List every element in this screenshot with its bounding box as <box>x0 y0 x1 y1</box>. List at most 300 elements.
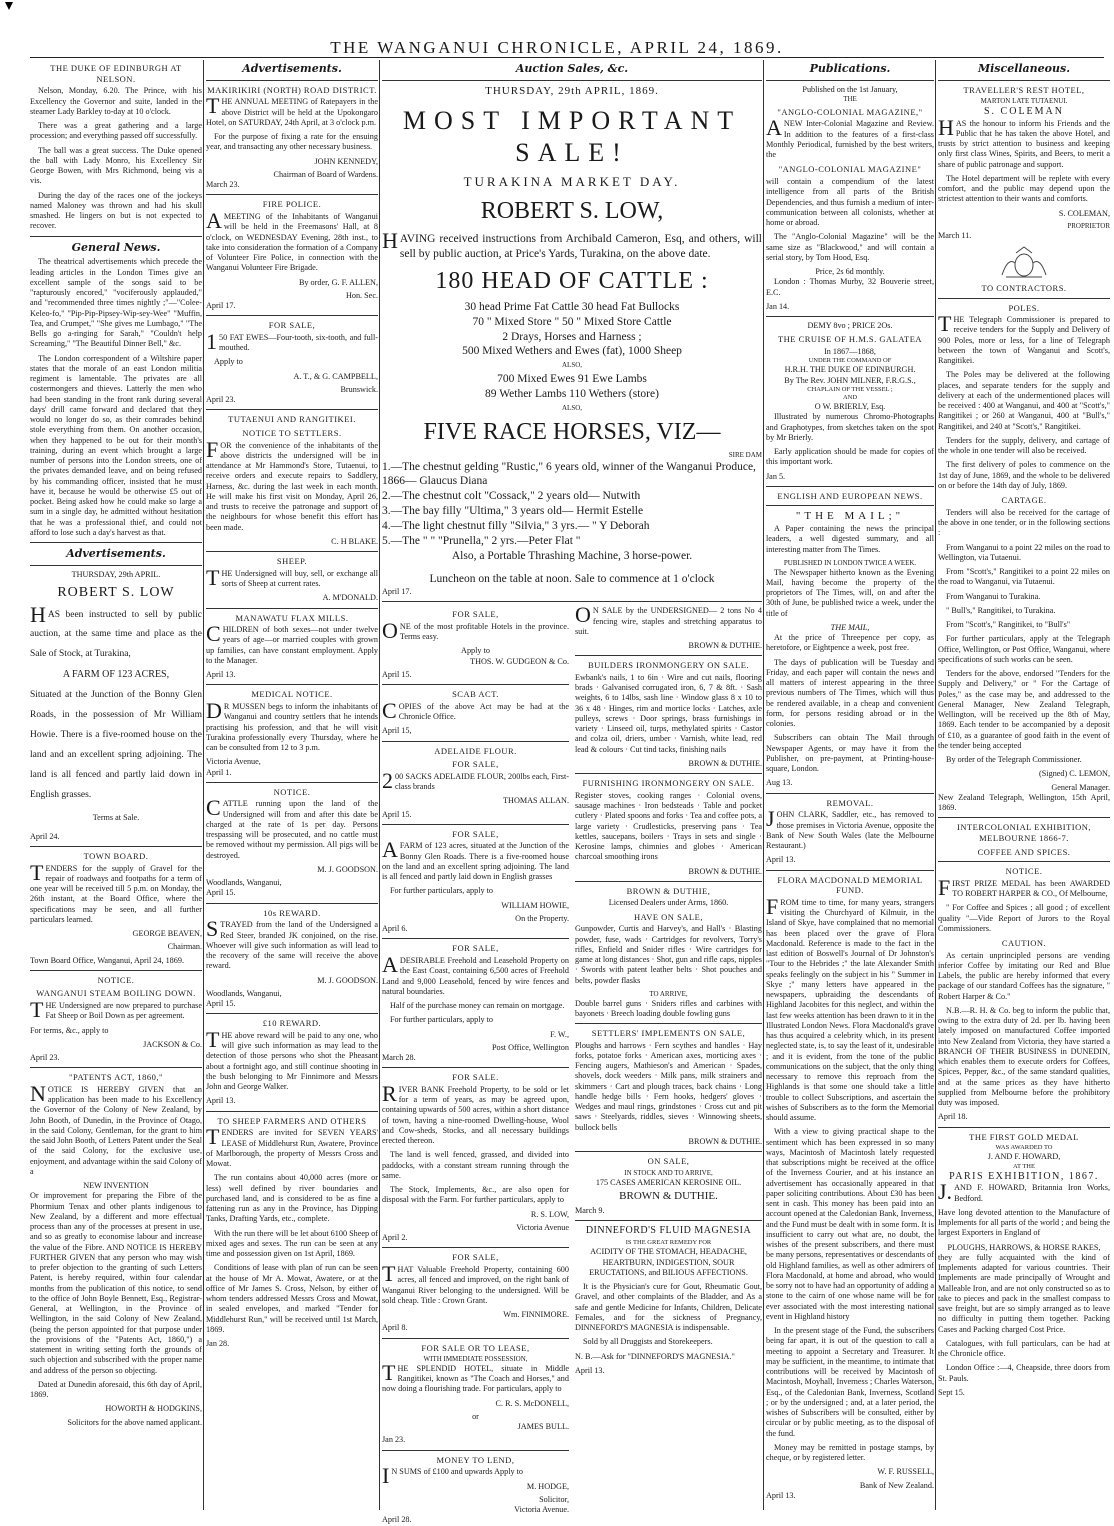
section-heading: Publications. <box>809 62 891 75</box>
sub-column-right <box>575 602 762 1525</box>
ad-heading: FOR SALE. <box>452 1072 499 1083</box>
signature: A. T., & G. CAMPBELL, <box>293 371 378 381</box>
ad-text: " Bull's," Rangitikei, to Turakina. <box>946 605 1056 615</box>
ad-heading: FOR SALE, <box>268 320 316 331</box>
signature: GEORGE BEAVEN, <box>132 929 202 939</box>
sire-dam-label: SIRE DAM <box>728 450 762 459</box>
horse-entry: 4.—The light chestnut filly "Silvia," 3 yrs.— " Y Deborah <box>382 520 650 533</box>
ad-place: Victoria Avenue, <box>206 757 261 767</box>
divider <box>30 970 202 971</box>
column-2 <box>206 60 378 1510</box>
ad-text: NOTICE IS HEREBY GIVEN that an application has been made to his Excellency the Governor of the Colony of New Zealand, by John Booth, of Dunedin, in the Province of Otago, in the said Colony, Gentleman, for the grant to him the said John Booth, of Letters Patent under the Seal of the said Colony, for the exclusive use, enjoyment, and advantage within the said Colony of a <box>30 1080 202 1176</box>
divider <box>206 782 378 783</box>
divider <box>206 608 378 609</box>
ad-heading: FOR SALE, <box>452 943 499 954</box>
ad-text: THE Telegraph Commissioner is prepared to receive tenders for the Supply and Delivery of 900 Poles, more or less, for a line of Telegraph between the town of Wanganui and Scott's, Rangitikei. <box>938 311 1110 366</box>
ad-text: Catalogues, with full particulars, can be had at the Chronicle office. <box>938 1338 1110 1358</box>
auctioneer-name: ROBERT S. LOW, <box>480 197 664 224</box>
divider <box>766 793 934 794</box>
divider <box>575 881 762 882</box>
ad-subheading: POLES. <box>1008 302 1040 313</box>
signature: THOS. W. GUDGEON & Co. <box>470 656 569 666</box>
ad-text: Early application should be made for copies of this important work. <box>766 447 934 467</box>
signature-title: Brunswick. <box>340 384 378 394</box>
ad-text: Illustrated by numerous Chromo-Photographs and Graphotypes, from sketches taken on the spot by Mr Brierly. <box>766 412 934 442</box>
ad-date: April 17. <box>206 301 236 310</box>
ad-text: N.B.—R. H. & Co. beg to inform the public that, owing to the extra duty of 2d. per lb. having been lately imposed on manufactured Coffee imported into New Zealand from Victoria, they have started a BRANCH OF THEIR BUSINESS in DUNEDIN, which enables them to execute orders for Coffees, Spices, Pepper, &c., of the same standard qualities, and at the same prices as they have hitherto supplied from Melbourne before the prohibitory duty was imposed. <box>938 1005 1110 1108</box>
ad-heading: THE FIRST GOLD MEDAL <box>969 1131 1079 1142</box>
ad-text: The land is well fenced, grassed, and divided into paddocks, with a constant stream running through the same. <box>382 1150 569 1180</box>
signature: JAMES BULL. <box>517 1422 569 1432</box>
article-paragraph: Nelson, Monday, 6.20. The Prince, with his Excellency the Governor and suite, landed in the steamer Lady Barkley to-day at 10 o'clock. <box>30 86 202 116</box>
masthead <box>0 0 1114 58</box>
ad-date: Aug 13. <box>766 778 793 788</box>
ad-text: Apply to <box>214 357 243 367</box>
ad-date: March 9. <box>575 1205 605 1215</box>
signature: M. J. GOODSON. <box>317 864 378 874</box>
newspaper-title: THE WANGANUI CHRONICLE, APRIL 24, 1869. <box>330 38 784 57</box>
sale-lot-heading: 180 HEAD OF CATTLE : <box>435 267 709 294</box>
sale-lot: 700 Mixed Ewes 91 Ewe Lambs <box>497 373 647 386</box>
signature: By order, G. F. ALLEN, <box>298 277 378 287</box>
ad-heading: FOR SALE OR TO LEASE, <box>421 1342 530 1353</box>
ad-text: THE above reward will be paid to any one, who will give such information as may lead to the detection of those persons who shot the Pheasant about a fortnight ago, and still continue shooting in the bush belonging to Mr Finnimore and Messrs John and George Walker. <box>206 1026 378 1092</box>
ad-price: Price, 2s 6d monthly. <box>815 267 885 276</box>
ad-text: O W. BRIERLY, Esq. <box>814 402 886 411</box>
ad-text: For further particulars, apply to <box>390 886 493 896</box>
ad-heading: BUILDERS IRONMONGERY ON SALE. <box>587 660 750 671</box>
ad-text: The Stock, Implements, &c., are also open for disposal with the Farm. For further particulars, apply to <box>382 1185 569 1205</box>
ad-text: HAS the honour to inform his Friends and the Public that he has taken the above Hotel, and trusts by strict attention to business and keeping only first class Wines, Spirits, and Beers, to merit a share of public patronage and support. <box>938 114 1110 169</box>
ad-text: Tenders for the supply, delivery, and cartage of the whole in one tender will also be received. <box>938 435 1110 456</box>
also-label: ALSO, <box>561 361 583 370</box>
signature: BROWN & DUTHIE. <box>688 758 762 768</box>
signature-title: General Manager. <box>1051 782 1110 792</box>
ad-subheading: THE MAIL, <box>830 622 870 632</box>
ad-heading: MANAWATU FLAX MILLS. <box>235 612 349 623</box>
horse-entry: 1.—The chestnut gelding "Rustic," 6 years old, winner of the Wanganui Produce, 1866— Glaucus Diana <box>382 460 756 488</box>
ad-date: April 17. <box>382 587 412 596</box>
ad-text: With the run there will be let about 6100 Sheep of mixed ages and sexes. The run can be seen at any time and possession given on 1st April, 1869. <box>206 1228 378 1258</box>
ad-text: THE Undersigned will buy, sell, or exchange all sorts of Sheep at current rates. <box>206 564 378 590</box>
divider <box>206 684 378 685</box>
ad-text: The first delivery of poles to commence on the 1st day of June, 1869, and the whole to be delivered on or before the 14th day of July, 1869. <box>938 460 1110 490</box>
section-heading: Advertisements. <box>242 62 342 75</box>
divider <box>938 1127 1110 1128</box>
ad-heading: SCAB ACT. <box>452 689 499 700</box>
ad-heading: FIRE POLICE. <box>262 199 322 210</box>
ad-heading: NOTICE. <box>273 786 311 797</box>
divider <box>30 565 202 566</box>
article-heading: THE DUKE OF EDINBURGH AT NELSON. <box>50 63 182 84</box>
ad-text: ON SALE by the UNDERSIGNED— 2 tons No 4 fencing wire, staples and stretching apparatus to suit. <box>575 602 762 636</box>
ad-heading: TOWN BOARD. <box>83 850 149 861</box>
signature-title: Chairman of Board of Wardens. <box>273 169 378 179</box>
sale-note: Luncheon on the table at noon. Sale to commence at 1 o'clock <box>429 573 715 586</box>
ad-text: AFARM of 123 acres, situated at the Junction of the Bonny Glen Roads. There is a five-roomed house on the land and an excellent spring adjoining. The land is all fenced and partly laid down in English grasses <box>382 837 569 882</box>
ad-text: In the present stage of the Fund, the subscribers being far apart, it is out of the question to call a meeting to appoint a Secretary and Treasurer. It may be sufficient, in the meantime, to intimate that contributions will be received by Macintosh of Macintosh, Moyhall, Inverness ; Charles Waterson, Esq., of the Caledonian Bank, Inverness, Scotland ; or by the undersigned ; and, at a later period, the wishes of Subscribers will be consulted, either by circular or by public meeting, as to the disposal of the fund. <box>766 1326 934 1438</box>
divider <box>206 903 378 904</box>
divider <box>766 870 934 871</box>
divider <box>766 486 934 487</box>
ad-text: JOHN CLARK, Saddler, etc., has removed to those premises in Victoria Avenue, opposite the Bank of New South Wales (late the Melbourne Restaurant.) <box>766 806 934 850</box>
ad-subheading: WANGANUI STEAM BOILING DOWN. <box>36 988 196 999</box>
column-3 <box>382 60 762 1525</box>
ad-subheading: Licensed Dealers under Arms, 1860. <box>608 898 729 908</box>
ad-heading: INTERCOLONIAL EXHIBITION, MELBOURNE 1866-7. <box>957 822 1091 843</box>
ad-text: Tenders for the above, endorsed "Tenders for the Supply and Delivery," or " For the Cartage of Poles," as the case may be, and addressed to the General Manager, New Zealand Telegraph, Wellington, will be received up the 8th of May, 1869. Each tender to be accompanied by a deposit of £10, as a guarantee of good faith in the event of the tender being accepted <box>938 669 1110 750</box>
divider <box>206 1013 378 1014</box>
ad-date: April 13. <box>766 855 796 865</box>
article-paragraph: During the day of the races one of the jockeys named Maloney was thrown and had his skull smashed. He lingers on but is not expected to recover. <box>30 190 202 231</box>
signature: BROWN & DUTHIE. <box>688 866 762 876</box>
sale-subtitle: TURAKINA MARKET DAY. <box>463 173 681 189</box>
sale-lot: 2 Drays, Horses and Harness ; <box>502 330 642 343</box>
ad-date: April 13. <box>206 1096 236 1106</box>
column-divider <box>763 60 764 1510</box>
divider <box>30 542 202 543</box>
sale-text: HAVING received instructions from Archibald Cameron, Esq, and others, will sell by public auction, at Price's Yards, Turakina, on the above date. <box>382 227 762 260</box>
ad-subheading: IN STOCK AND TO ARRIVE, <box>624 1168 713 1177</box>
section-heading: Advertisements. <box>66 547 166 560</box>
ad-text: J.AND F. HOWARD, Britannia Iron Works, Bedford. <box>938 1179 1110 1205</box>
divider <box>382 824 569 825</box>
divider <box>206 315 378 316</box>
ad-text: TENDERS for the supply of Gravel for the repair of roadways and footpaths for a term of one year will be received till 5 p.m. on Monday, the 26th instant, at the Board Office, where the specifications may be seen, and all further particulars learned. <box>30 859 202 924</box>
ad-heading: SHEEP. <box>276 556 308 567</box>
column-divider <box>203 60 204 1510</box>
signature-title: Post Office, Wellington <box>491 1042 569 1052</box>
ad-heading: FOR SALE, <box>452 609 499 620</box>
ad-text: " For Coffee and Spices ; all good ; of excellent quality "—Vide Report of Jurors to the Royal Commissioners. <box>938 903 1110 933</box>
ad-subheading: IS THE GREAT REMEDY FOR <box>625 1239 712 1247</box>
ad-text: or <box>472 1411 479 1421</box>
ad-date: April 8. <box>382 1323 408 1333</box>
divider <box>766 316 934 317</box>
sale-lot: 89 Wether Lambs 110 Wethers (store) <box>485 388 659 401</box>
section-heading: Miscellaneous. <box>977 62 1071 75</box>
ad-heading: 10s REWARD. <box>263 907 321 918</box>
ad-text: For terms, &c., apply to <box>30 1025 109 1035</box>
ad-terms: Terms at Sale. <box>92 813 140 823</box>
ad-text: Conditions of lease with plan of run can be seen at the house of Mr A. Mowat, Awatere, or at the office of Mr James S. Cross, Nelson, by either of whom tenders addressed Messrs Cross and Mowat, in sealed envelopes, and marked "Tender for Middlehurst Run," will be received until 1st March, 1869. <box>206 1263 378 1334</box>
ad-text: Or improvement for preparing the Fibre of the Phormium Tenax and other plants indigenous to New Zealand, by a different and more effectual process than any of the processes at present in use, and so as greatly to economise labour and increase the value of the Fibre. AND NOTICE IS HEREBY FURTHER GIVEN that any person who may wish to prefer objection to the granting of such Letters Patent, is hereby required, within four calendar months from the publication of this notice, to send to the office of John Boyle Bennett, Esq., Registrar-General, at Wellington, in the Province of Wellington, in the said Colony of New Zealand, (being the person appointed for that purpose under the provisions of the "Patents Act, 1860,") a statement in writing setting forth the grounds of such objection and subscribed with the proper name and address of the person so objecting. <box>30 1191 202 1375</box>
article-paragraph: The ball was a great success. The Duke opened the ball with Lady Monro, his Excellency Sir George Bowen, with Mrs Richmond, being vis a vis. <box>30 145 202 186</box>
divider <box>30 846 202 847</box>
sale-lot: Also, a Portable Thrashing Machine, 3 horse-power. <box>451 550 693 563</box>
ad-date: Sept 15. <box>938 1387 965 1397</box>
section-heading: Auction Sales, &c. <box>515 62 629 75</box>
signature: BROWN & DUTHIE. <box>688 641 762 650</box>
signature: JOHN KENNEDY, <box>314 156 378 166</box>
article-paragraph: There was a great gathering and a large procession; and everything passed off successfully. <box>30 121 202 141</box>
ad-text: UNDER THE COMMAND OF <box>808 357 892 365</box>
divider <box>938 817 1110 818</box>
signature-title: Hon. Sec. <box>345 290 378 300</box>
ad-text: FOR the convenience of the inhabitants of the above districts the undersigned will be in attendance at Mr Hammond's Store, Tutaenui, to receive orders and execute repairs to Saddlery, Harness, &c. during the last week in each month. He will make his first visit on Monday, April 26, and trusts to receive the patronage and support of the neighbours for whose benefit this effort has been made. <box>206 436 378 532</box>
royal-crest-icon <box>994 245 1054 279</box>
ad-subheading: 175 CASES AMERICAN KEROSINE OIL. <box>595 1177 742 1187</box>
ad-heading: FOR SALE, <box>452 828 499 839</box>
ad-heading: MEDICAL NOTICE. <box>251 689 333 700</box>
ad-title: ROBERT S. LOW <box>57 585 175 600</box>
divider <box>382 80 762 81</box>
divider <box>382 601 762 602</box>
ad-text: Sold by all Druggists and Storekeepers. <box>583 1337 713 1347</box>
ad-heading: "ANGLO-COLONIAL MAGAZINE," <box>777 106 923 117</box>
ad-text: The Poles may be delivered at the following places, and separate tenders for the supply and delivery at each of the undermentioned places will be received : 400 at Wanganui, and 400 at "Scott's," Rangitikei ; or 260 at Wanganui, 400 at "Bull's," Rangitikei, and 240 at "Scott's," Rangitikei. <box>938 370 1110 431</box>
signature-title: Solicitors for the above named applicant. <box>67 1417 202 1427</box>
signature: M. HODGE, <box>526 1481 569 1491</box>
ad-text: CATTLE running upon the land of the Undersigned will from and after this date be charged at the rate of 1s per day. Persons trespassing will be prosecuted, and no cattle must be removed without my permission. All pigs will be destroyed. <box>206 795 378 860</box>
divider <box>575 1023 762 1024</box>
column-divider <box>935 60 936 1510</box>
article-paragraph: The London correspondent of a Wiltshire paper states that the morale of an east London militia regiment is lamentable. The privates are all costermongers and thieves. Latterly the men who had been standing in the front rank during several days' drill came forward and declared that they would no longer do so, as their comrades behind stole everything from them. On another occasion, when they happened to be out for their month's training, during an event which brought a large number of persons into the London streets, one of the privates demanded leave, and on being refused by his commanding officer, insisted that he must have it, because he would be otherwise £5 out of pocket. Being asked how he could make so large a sum in a single day, he admitted without hesitation that he was a professional thief, and could not afford to lose such a day's harvest as that. <box>30 353 202 537</box>
divider <box>206 1111 378 1112</box>
ad-date: March 11. <box>938 230 972 240</box>
ad-subheading: "ANGLO-COLONIAL MAGAZINE" <box>778 164 922 175</box>
ad-date: April 15, <box>382 726 412 736</box>
ad-date: April 2. <box>382 1233 408 1243</box>
ad-heading: ON SALE, <box>647 1156 690 1167</box>
ad-heading: FLORA MACDONALD MEMORIAL FUND. <box>777 874 923 896</box>
ad-date: Town Board Office, Wanganui, April 24, 1869. <box>30 955 185 965</box>
signature-title: PROPRIETOR <box>1067 221 1110 230</box>
signature: A. M'DONALD. <box>322 593 378 603</box>
ad-date: Jan 28. <box>206 1339 230 1348</box>
ad-heading: FURNISHING IRONMONGERY ON SALE. <box>582 778 755 789</box>
ad-date: Jan 5. <box>766 471 786 481</box>
ad-text: As certain unprincipled persons are vending inferior Coffee by imitating our Red and Blue Labels, the public are hereby informed that every package of our standard Coffees has the signature, " Robert Harper & Co." <box>938 950 1110 1001</box>
signature-title: Chairman. <box>167 942 202 952</box>
ad-date: April 23. <box>206 395 236 405</box>
ad-date: March 23. <box>206 180 240 190</box>
signature: WILLIAM HOWIE, <box>501 900 569 910</box>
sale-lot: 70 " Mixed Store " 50 " Mixed Store Cattle <box>472 315 672 328</box>
divider <box>206 409 378 410</box>
column-divider <box>379 60 380 1510</box>
signature-title: Solicitor, <box>539 1494 569 1504</box>
signature: BROWN & DUTHIE. <box>688 1136 762 1146</box>
section-heading: General News. <box>71 240 161 254</box>
signature: S. COLEMAN, <box>1058 208 1110 218</box>
signature: HOWORTH & HODGKINS, <box>105 1404 202 1414</box>
signature-title: Bank of New Zealand. <box>859 1480 934 1490</box>
ad-date: April 1. <box>206 767 232 777</box>
signature-title: Victoria Avenue. <box>514 1505 569 1514</box>
ad-heading: TO SHEEP FARMERS AND OTHERS <box>217 1115 367 1126</box>
ad-subheading: COFFEE AND SPICES. <box>977 846 1071 857</box>
ad-text: By The Rev. JOHN MILNER, F.R.G.S., <box>784 375 916 385</box>
ad-text: In 1867—1868, <box>824 346 876 356</box>
ad-date: April 6. <box>382 924 408 934</box>
ad-text: For further particulars, apply at the Telegraph Office, Wellington, or Post Office, Wanganui, where specifications of such works can be seen. <box>938 634 1110 664</box>
ad-text: For further particulars, apply to <box>390 1015 493 1025</box>
ad-heading: ADELAIDE FLOUR. <box>434 745 517 756</box>
ad-place: Woodlands, Wanganui, <box>206 988 282 998</box>
sub-columns <box>382 602 762 1525</box>
ad-date: April 13. <box>766 1490 796 1500</box>
signature: Wm. FINNIMORE. <box>503 1310 569 1319</box>
ad-date: April 13. <box>206 670 236 680</box>
ad-subheading: H.R.H. THE DUKE OF EDINBURGH. <box>784 365 916 375</box>
ad-date: April 18. <box>938 1112 968 1122</box>
signature: F. W., <box>550 1029 569 1039</box>
sale-date: THURSDAY, 29th APRIL, 1869. <box>485 84 659 97</box>
ad-text: ACIDITY OF THE STOMACH, HEADACHE, HEARTBURN, INDIGESTION, SOUR ERUCTATIONS, and BILIOUS AFFECTIONS. <box>589 1247 748 1277</box>
divider <box>30 1067 202 1068</box>
divider <box>938 80 1110 81</box>
ad-date: April 15. <box>206 888 236 898</box>
ad-date: April 24. <box>30 831 60 841</box>
ad-text: ANEW Inter-Colonial Magazine and Review. In addition to the features of a first-class Monthly Periodical, furnished by the best writers, the <box>766 115 934 160</box>
ad-subheading: MARTON LATE TUTAENUI. <box>980 97 1068 106</box>
divider <box>382 1067 569 1068</box>
signature: JACKSON & Co. <box>143 1039 202 1049</box>
divider <box>938 298 1110 299</box>
divider <box>382 684 569 685</box>
divider <box>382 1450 569 1451</box>
ad-list: Register stoves, cooking ranges · Colonial ovens, sausage machines · Iron bedsteads · Table and pocket cutlery · Plated spoons and forks · Tea and coffee pots, a large variety · Crudlesticks, preserving pans · Tea kettles, saucepans, boilers · Trays in sets and single · Kerosine lamps, chimnies and globes · American charcoal smoothing irons <box>575 790 762 862</box>
ad-text: THAT Valuable Freehold Property, containing 600 acres, all fenced and improved, on the right bank of Wanganui River belonging to the undersigned. Will be sold cheap. Title : Crown Grant. <box>382 1261 569 1305</box>
masthead-rule <box>30 57 1104 58</box>
signature: C. H BLAKE. <box>331 536 378 546</box>
ad-heading: DINNEFORD'S FLUID MAGNESIA <box>585 1224 752 1236</box>
signature-title: Victoria Avenue <box>516 1222 569 1232</box>
ad-text: New Zealand Telegraph, Wellington, 15th April, 1869. <box>938 792 1110 812</box>
horse-entry: 5.—The " " "Prunella," 2 yrs.—Peter Flat " <box>382 535 581 548</box>
ad-text: FROM time to time, for many years, strangers visiting the Churchyard of Kilmuir, in the Island of Skye, have complained that no memorial has been placed over the grave of Flora Macdonald. Reference is made to the fact in the last edition of Boswell's Journal of Dr Johnston's "Tour to the Hebrides ;" the late Alexander Smith speaks feelingly on the subject in his " Summer in Skye ;" many letters have appeared in the newspapers, upbraiding the descendants of Highland Jacobites for this neglect, and within the last few weeks attention has been drawn to it in the Illustrated London News. Flora Macdonald's grave has thus acquired a celebrity which, in its present neglected state, is, to say the least of it, undesirable ; and it is evident, from the tone of the public communications on the subject, that the only thing necessary to remove this reproach from the Highlands is that some one should take a little trouble to collect Subscriptions, and ascertain the wishes of Subscribers as to the form the Memorial should assume. <box>766 893 934 1122</box>
ad-text: Tenders will also be received for the cartage of the above in one tender, or in the following sections : <box>938 507 1110 538</box>
ad-text: COPIES of the above Act may be had at the Chronicle Office. <box>382 697 569 723</box>
ad-text: AND <box>842 393 858 401</box>
ad-text: The "Anglo-Colonial Magazine" will be the same size as "Blackwood," and will contain a serial story, by Tom Hood, Esq. <box>766 232 934 262</box>
ad-subheading: NOTICE TO SETTLERS. <box>242 428 342 438</box>
column-5 <box>938 60 1110 1510</box>
ad-date: Jan 23. <box>382 1435 406 1445</box>
ad-text: The run contains about 40,000 acres (more or less) well defined by river boundaries and purchased land, and is considered to be as fine a fattening run as any in the Province, has Dipping Tanks, Drafting Yards, etc., complete. <box>206 1173 378 1224</box>
ad-text: FIRST PRIZE MEDAL has been AWARDED TO ROBERT HARPER & CO., Of Melbourne, <box>938 874 1110 900</box>
sale-lot-heading: FIVE RACE HORSES, VIZ— <box>423 418 721 445</box>
divider <box>766 505 934 506</box>
ad-heading: TUTAENUI AND RANGITIKEI. <box>228 414 356 425</box>
ad-place: Woodlands, Wanganui, <box>206 878 282 888</box>
horse-entry: 2.—The chestnut colt "Cossack," 2 years old— Nutwith <box>382 490 641 503</box>
ad-subtitle: A FARM OF 123 ACRES, <box>62 669 170 681</box>
divider <box>30 236 202 237</box>
ad-subheading: CAUTION. <box>1001 938 1047 948</box>
ad-text: STRAYED from the land of the Undersigned a Red Steer, branded JK conjoined, on the rise. Whoever will give such information as will lead to the recovery of the same will receive the above reward. <box>206 916 378 971</box>
ad-text: London : Thomas Murby, 32 Bouverie street, E.C. <box>766 277 934 297</box>
ad-subheading: DEMY 8vo ; PRICE 2Os. <box>807 321 893 330</box>
ad-text: DR MUSSEN begs to inform the inhabitants of Wanganui and country settlers that he intends practising his profession, and that he will visit Turakina professionally every Thursday, where he can be consulted from 12 to 3 p.m. <box>206 698 378 752</box>
ad-text: WAS AWARDED TO <box>995 1144 1053 1152</box>
ad-heading: REMOVAL. <box>826 797 874 808</box>
ad-subheading: PUBLISHED IN LONDON TWICE A WEEK. <box>783 558 917 567</box>
ad-heading: MONEY TO LEND, <box>436 1454 515 1465</box>
ad-text: A Paper containing the news the principal leaders, a well digested summary, and all interesting matter from The Times. <box>766 524 934 554</box>
ad-text: Published on the 1st January, <box>802 84 898 94</box>
ad-text: Apply to <box>461 646 490 656</box>
ad-text: For the purpose of fixing a rate for the ensuing year, and transacting any other necessary business. <box>206 132 378 152</box>
ad-subheading: WITH IMMEDIATE POSSESSION, <box>423 1355 528 1364</box>
ad-text: HAS been instructed to sell by public auction, at the same time and place as the Sale of Stock, at Turakina, <box>30 601 202 660</box>
ad-subheading: HAVE ON SALE, <box>634 911 703 922</box>
ad-text: AT THE <box>1013 1162 1035 1170</box>
ad-text: With a view to giving practical shape to the sentiment which has been expressed in so many ways, Macintosh of Macintosh lately requested that subscriptions might be received at the office of the Inverness Courier, and at his instance an advertisement has occasionally appeared in that paper soliciting contributions. About £30 has been sent in cash. This money has been paid into an account opened at the Caledonian Bank, Inverness, and the Fund must be dealt with in some form. It is insufficient to carry out what are, no doubt, the wishes of the present subscribers, and there must be many persons, representatives or descendants of old Highland families, as well as other admirers of Flora Macdonald, at home and abroad, who would be sorry not to have had an opportunity of adding a stone to the cairn of one whose name will be for ever associated with the most interesting national event in Highland history <box>766 1127 934 1321</box>
ad-date: Jan 14. <box>766 301 790 311</box>
ad-subheading: FOR SALE, <box>452 759 499 770</box>
divider <box>575 1151 762 1152</box>
sub-column-left <box>382 606 569 1525</box>
ad-list: Ploughs and harrows · Fern scythes and handles · Hay forks, potatoe forks · American axes, morticing axes · Fencing augers, Mathieson's and American · Spades, shovels, dock weeders · Milk pans, milk strainers and skimmers · Cart and plough traces, back chains · Long handle hedge bills · Fern hooks, hedgers' gloves · Wedges and maul rings, grindstones · Cross cut and pit saws · Steelyards, riddles, sieves · Winnowing sheets, bullock bells <box>575 1040 762 1132</box>
divider <box>382 1338 569 1339</box>
ad-text: THE SPLENDID HOTEL, situate in Middle Rangitikei, known as "The Coach and Horses," and now doing a flourishing trade. For particulars, apply to <box>382 1359 569 1394</box>
ad-text: IN SUMS of £100 and upwards Apply to <box>382 1463 524 1489</box>
ad-text: Situated at the Junction of the Bonny Glen Roads, in the possession of Mr William Howie. There is a five-roomed house on the land and an excellent spring adjoining. The land is all fenced and partly laid down in English grasses. <box>30 689 202 800</box>
ad-list: Ewbank's nails, 1 to 6in · Wire and cut nails, flooring brads · Galvanised corrugated iron, 6, 7 & 8ft. · Sash weights, 6 to 14lbs, sash line · Window glass 8 x 10 to 36 x 48 · Hinges, rim and mortice locks · Latches, axle pulleys, screws · Door springs, brass furnishings in variety · Linseed oil, turps, methylated spirits · Castor and colza oil, driers, umber · Varnish, white lead, red lead & colours · Cut tind tacks, finishing nails <box>575 672 762 754</box>
ad-text: CHAPLAIN OF THE VESSEL ; <box>807 385 893 393</box>
ad-text: N. B.—Ask for "DINNEFORD'S MAGNESIA." <box>575 1351 735 1361</box>
divider <box>206 551 378 552</box>
ad-heading: FOR SALE, <box>452 1252 499 1263</box>
sale-lot: 500 Mixed Wethers and Ewes (fat), 1000 Sheep <box>462 345 682 358</box>
ad-text: From "Scott's," Rangitikei to a point 22 miles on the road to Wanganui, via Tutaenui. <box>938 567 1110 587</box>
article-paragraph: The theatrical advertisements which precede the leading articles in the London Times give an excellent sample of the songs said to be "rapturously encored," "vociferously applauded," and "recommended three times nightly ;"—"Colee-Keleo-fo," "Pip-Pip-Pipsey-Wip-sey-Wee" "Muffin, Tea, and Crumpet," "She gives me Lumbago," "The Bells go a-ringing for Sarah," "Couldn't help Screaming," "The Beautiful Dinner Bell," &c. <box>30 257 202 349</box>
ad-date: March 28. <box>382 1053 416 1062</box>
ad-text: Subscribers can obtain The Mail through Newspaper Agents, or may have it from the Publisher, on pre-payment, at Printing-house-square, London. <box>766 733 934 774</box>
divider <box>575 1220 762 1221</box>
ad-text: ONE of the most profitable Hotels in the province. Terms easy. <box>382 617 569 643</box>
divider <box>382 741 569 742</box>
ad-subheading: NOTICE. <box>1005 866 1043 877</box>
ad-date: THURSDAY, 29th APRIL. <box>71 569 161 579</box>
also-label: ALSO, <box>561 404 583 412</box>
divider <box>382 938 569 939</box>
signature: W. F. RUSSELL, <box>877 1467 934 1477</box>
ad-date: April 23. <box>30 1053 60 1063</box>
ad-text: By order of the Telegraph Commissioner. <box>946 755 1082 764</box>
ad-text: The Newspaper hitherto known as the Evening Mail, having become the property of the proprietors of The Times, will, on and after the 30th of June, be published twice a week, under the title of <box>766 567 934 618</box>
ad-text: From "Scott's," Rangitikei, to "Bull's" <box>946 620 1071 629</box>
horse-entry: 3.—The bay filly "Ultima," 3 years old— Hermit Estelle <box>382 505 644 518</box>
ad-heading: THE CRUISE OF H.M.S. GALATEA <box>777 334 923 345</box>
ad-date: April 15. <box>206 999 236 1008</box>
column-4 <box>766 60 934 1510</box>
divider <box>206 194 378 195</box>
ad-heading: TO CONTRACTORS. <box>981 282 1067 293</box>
ad-text: Money may be remitted in postage stamps, by cheque, or by registered letter. <box>766 1442 934 1462</box>
divider <box>766 80 934 81</box>
ad-subheading: TO ARRIVE, <box>649 989 688 998</box>
signature-title: On the Property. <box>515 913 569 923</box>
ad-text: AMEETING of the Inhabitants of Wanganui will be held in the Freemasons' Hall, at 8 o'clock, on WEDNESDAY Evening, 28th inst., to take into consideration the formation of a Company of Volunteer Fire Police, in connection with the Wanganui Volunteer Fire Brigade. <box>206 208 378 273</box>
ad-title: "THE MAIL;" <box>795 510 905 523</box>
ad-text: ADESIRABLE Freehold and Leasehold Property on the East Coast, containing 6,500 acres of Freehold Land and 9,000 Leasehold, fenced by wire fences and natural boundaries. <box>382 952 569 996</box>
ad-text: will contain a compendium of the latest intelligence from all parts of the British Dependencies, and thus furnish a medium of inter-communication between all colonists, whether at home or abroad. <box>766 177 934 227</box>
ad-text: Have long devoted attention to the Manufacture of Implements for all parts of the world ; and being the largest Exporters in England of <box>938 1207 1110 1238</box>
ad-heading: NOTICE. <box>97 974 135 985</box>
column-1 <box>30 60 202 1510</box>
ad-subheading: J. AND F. HOWARD, <box>987 1152 1061 1162</box>
ad-text: From Wanganui to a point 22 miles on the road to Wellington, via Tutaenui. <box>938 542 1110 562</box>
divider <box>575 655 762 656</box>
ad-date: April 28. <box>382 1515 412 1525</box>
ad-text: THE <box>843 95 857 103</box>
ad-heading: MAKIRIKIRI (NORTH) ROAD DISTRICT. <box>207 84 377 95</box>
ad-text: they are fully acquainted with the kind of Implements adapted for various countries. Their Implements are made principally of Wrought and Malleable Iron, and are not only constructed so as to take to pieces and pack in the smallest compass to save freight, but are so simply arranged as to leave no difficulty in putting them together. Packing Cases and Packing charged Cost Price. <box>938 1252 1110 1334</box>
ad-text: TENDERS are invited for SEVEN YEARS' LEASE of Middlehurst Run, Awatere, Province of Marlborough, the property of Messrs Cross and Mowat. <box>206 1124 378 1168</box>
